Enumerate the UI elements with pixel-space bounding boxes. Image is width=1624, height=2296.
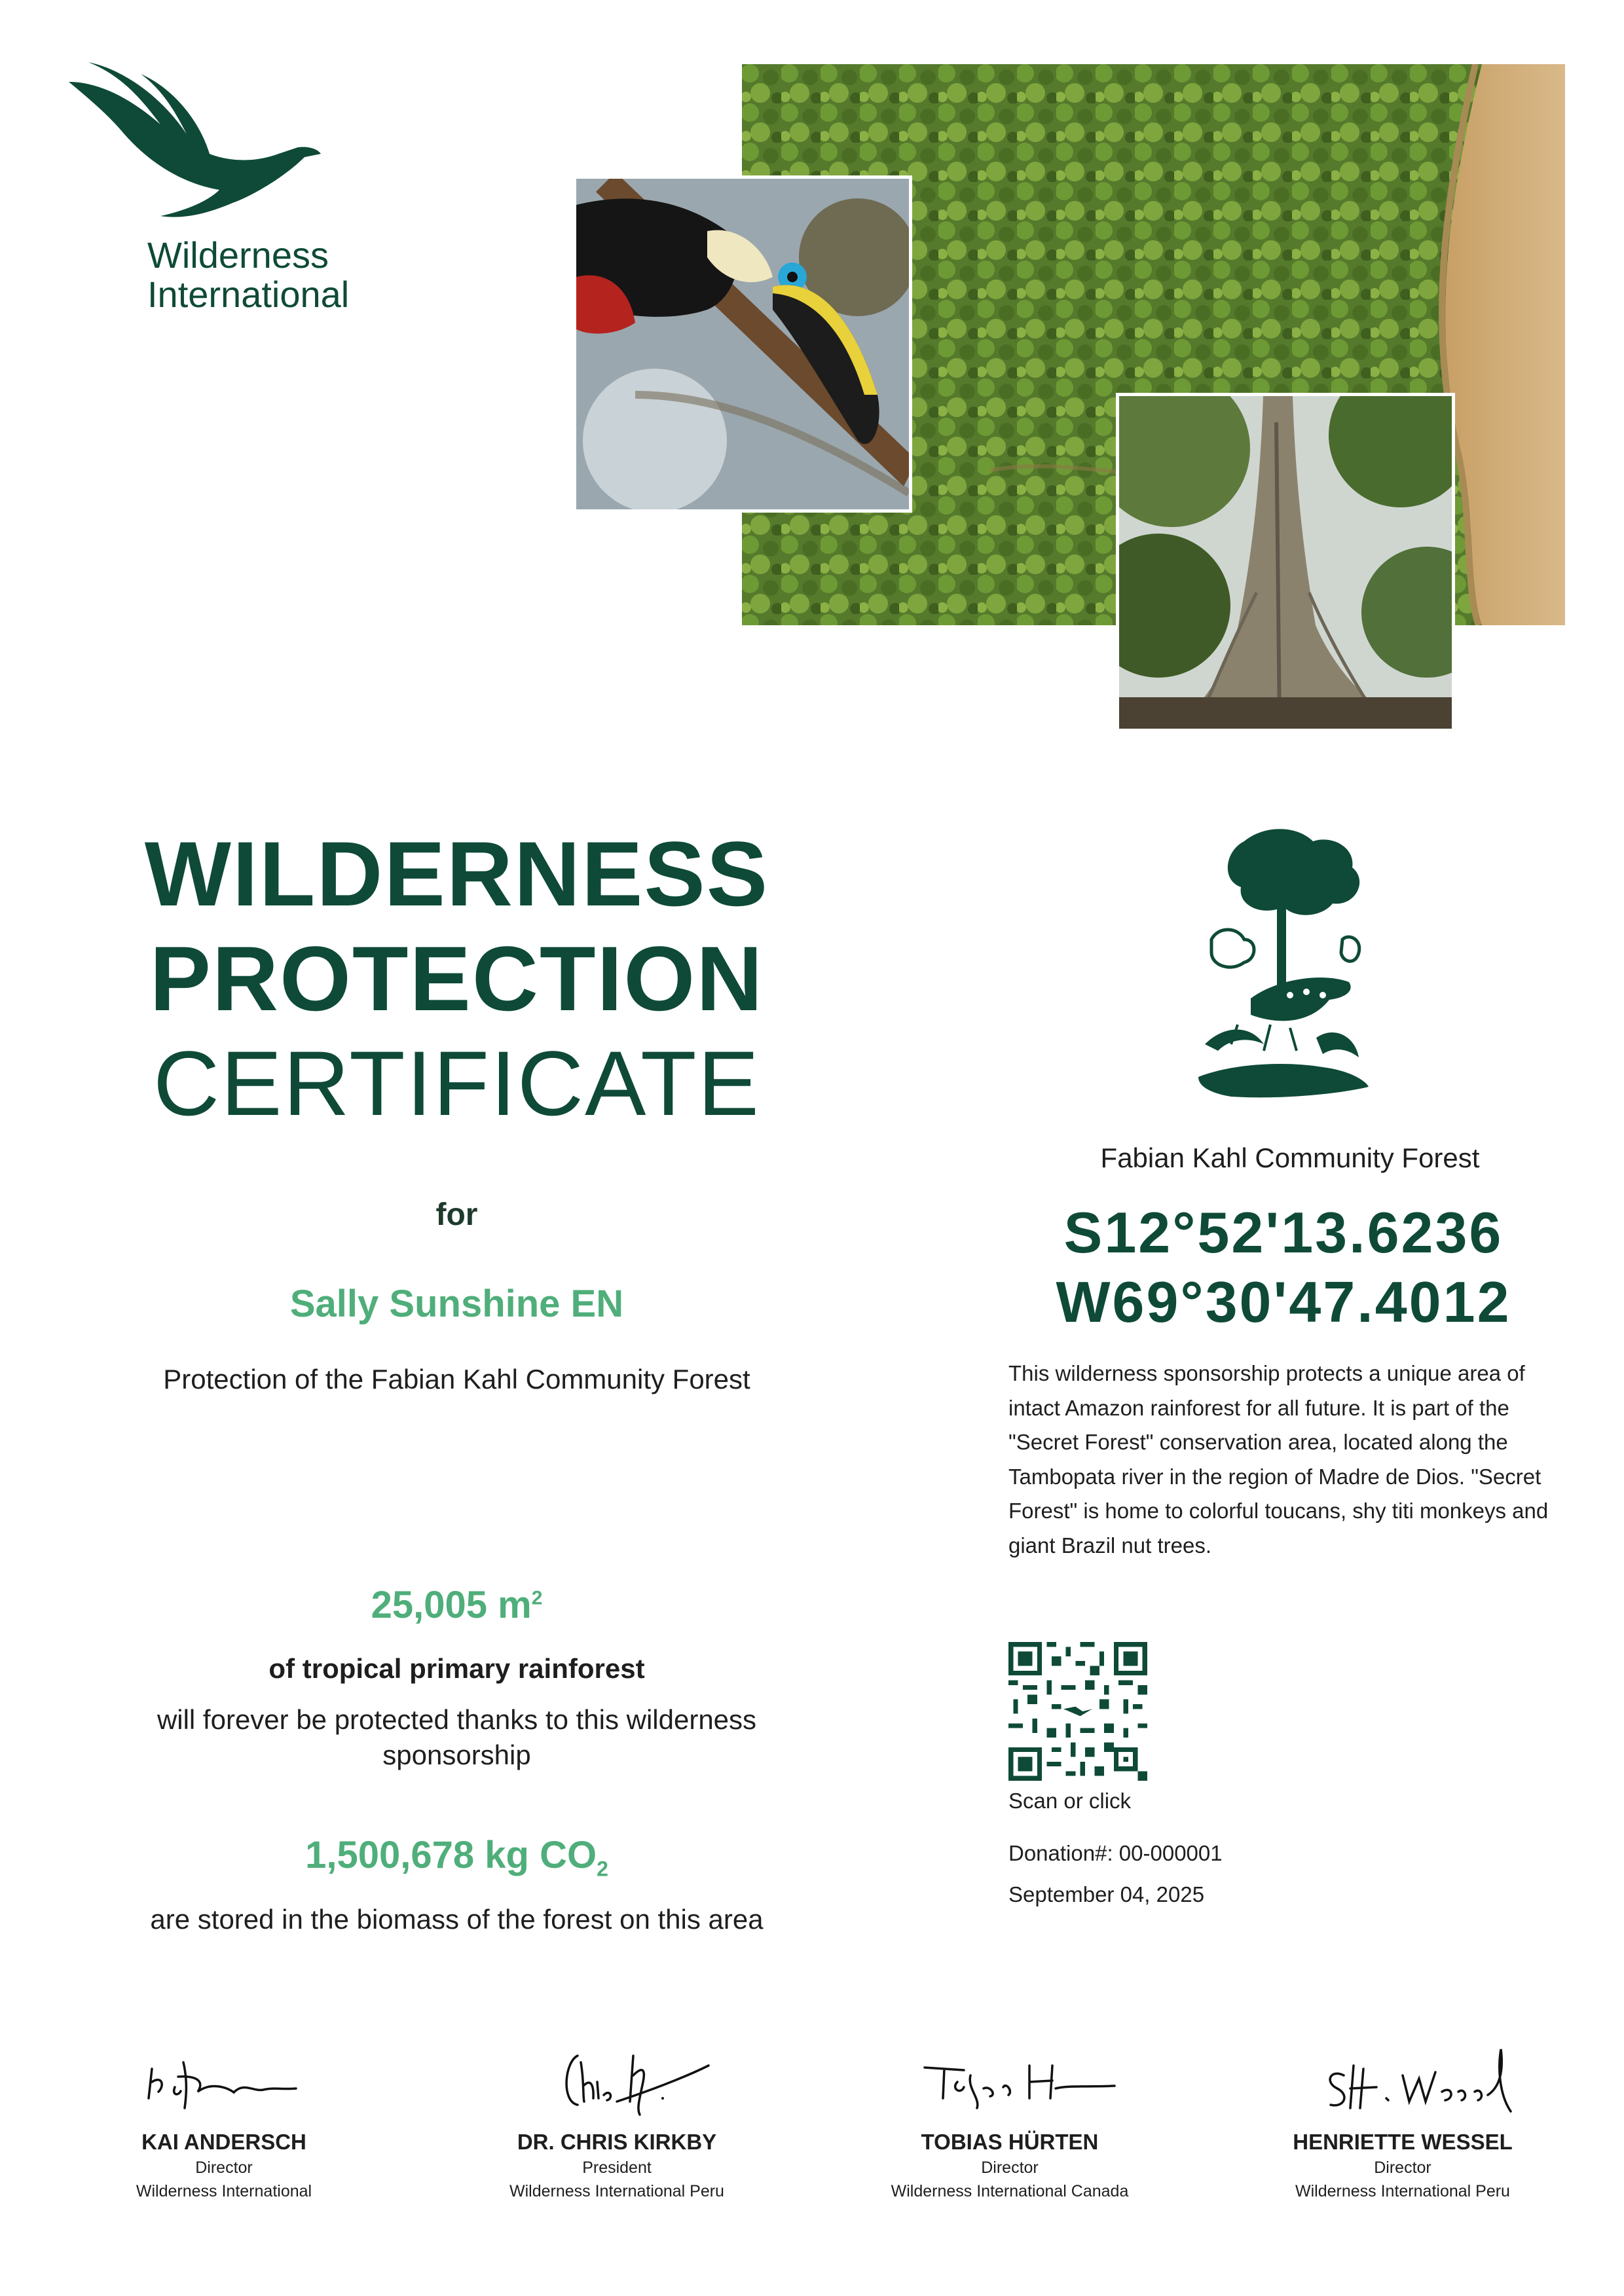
protection-line: Protection of the Fabian Kahl Community Forest [163, 1364, 750, 1394]
signature-tobias-huerten [898, 2036, 1121, 2121]
signatory-name: HENRIETTE WESSEL [1293, 2130, 1513, 2154]
signatory-role: Director [1374, 2159, 1431, 2177]
signatory-role: Director [981, 2159, 1039, 2177]
co2-value [85, 1833, 828, 1882]
logo-line1: Wilderness [147, 234, 329, 276]
donation-date: September 04, 2025 [1008, 1882, 1205, 1906]
latitude: S12°52'13.6236 [1063, 1200, 1504, 1265]
signature-chris-kirkby [506, 2036, 728, 2121]
co2-number: 1,500,678 kg CO [305, 1834, 597, 1876]
signatory-org: Wilderness International [136, 2182, 312, 2200]
logo-line2: International [147, 274, 350, 315]
forest-description: This wilderness sponsorship protects a unique area of intact Amazon rainforest for all future. It is part of the "Secret Forest" conservation area, located along the Tambopata river in the region of Madre de Dios. "Secret Forest" is home to colorful toucans, shy titi monkeys and giant Brazil nut trees. [1008, 1361, 1549, 1558]
area-superscript: 2 [531, 1587, 543, 1609]
signature-kai-andersch [113, 2036, 335, 2121]
certificate-title [85, 822, 828, 1136]
signatory-name: TOBIAS HÜRTEN [921, 2130, 1099, 2154]
signatory-name: DR. CHRIS KIRKBY [517, 2130, 717, 2154]
signatory-tobias-huerten [840, 2036, 1180, 2202]
forest-jaguar-illustration-icon [1192, 828, 1369, 1103]
area-value [85, 1583, 828, 1627]
scan-label[interactable]: Scan or click [1008, 1789, 1132, 1813]
logo-wordmark [147, 236, 349, 314]
signatory-org: Wilderness International Canada [891, 2182, 1129, 2200]
title-line-protection: PROTECTION [149, 927, 764, 1030]
eagle-logo-icon [62, 62, 321, 219]
for-label: for [435, 1197, 478, 1232]
title-line-certificate: CERTIFICATE [153, 1032, 760, 1135]
signatory-chris-kirkby [447, 2036, 787, 2202]
title-line-wilderness: WILDERNESS [144, 822, 769, 925]
signatory-role: President [582, 2159, 652, 2177]
qr-code-icon[interactable] [1008, 1642, 1147, 1781]
forever-line: will forever be protected thanks to this wilderness sponsorship [157, 1704, 757, 1770]
toucan-photo [573, 175, 912, 513]
signatory-role: Director [195, 2159, 253, 2177]
forest-coordinates [956, 1198, 1611, 1337]
signatory-name: KAI ANDERSCH [141, 2130, 306, 2154]
signatory-henriette-wessel [1232, 2036, 1573, 2202]
signatory-org: Wilderness International Peru [1295, 2182, 1510, 2200]
donation-number: Donation#: 00-000001 [1008, 1841, 1223, 1865]
signature-henriette-wessel [1291, 2036, 1514, 2121]
biomass-line: are stored in the biomass of the forest on this area [150, 1904, 764, 1935]
area-label: of tropical primary rainforest [268, 1653, 645, 1684]
longitude: W69°30'47.4012 [1056, 1269, 1511, 1334]
signatory-kai-andersch [54, 2036, 394, 2202]
co2-subscript: 2 [597, 1857, 608, 1881]
giant-tree-photo [1116, 393, 1455, 732]
forest-name: Fabian Kahl Community Forest [1100, 1142, 1480, 1173]
sponsor-name: Sally Sunshine EN [289, 1283, 624, 1325]
area-number: 25,005 m [371, 1584, 532, 1626]
signatory-org: Wilderness International Peru [509, 2182, 724, 2200]
